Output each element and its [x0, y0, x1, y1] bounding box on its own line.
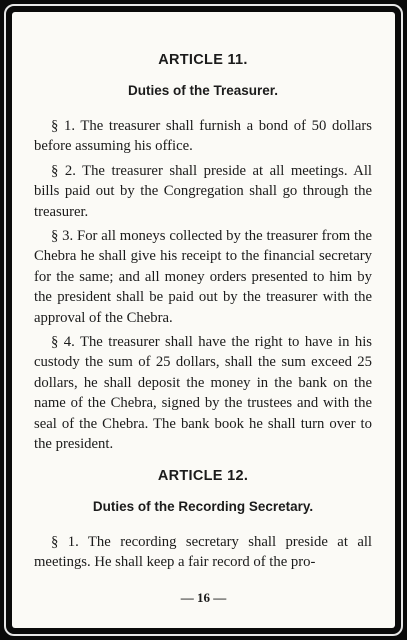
article-spacer: [34, 459, 372, 466]
article-11-section-3: § 3. For all moneys collected by the treasurer from the Chebra he shall give his receipt to the financial secretary for the same; and all money orders presented to him by the president shall be paid out by the treasurer with the approval of the Chebra.: [34, 228, 372, 326]
document-page: [12, 12, 395, 628]
article-11-section-4: § 4. The treasurer shall have the right to have in his custody the sum of 25 dollars, shall the sum exceed 25 dollars, he shall deposit the money in the bank on the name of the Chebra, signed by the trustees and with the seal of the Chebra. The bank book he shall turn over to the president.: [34, 334, 372, 453]
article-12-title: ARTICLE 12.: [157, 467, 249, 484]
page-number: — 16 —: [180, 589, 227, 605]
article-12-subtitle: Duties of the Recording Secretary.: [92, 498, 314, 514]
article-12-section-1: § 1. The recording secretary shall preside at all meetings. He shall keep a fair record of the pro-: [34, 533, 372, 570]
article-11-section-1: § 1. The treasurer shall furnish a bond of 50 dollars before assuming his office.: [34, 118, 372, 155]
article-11-title: ARTICLE 11.: [158, 52, 248, 68]
article-11-section-2: § 2. The treasurer shall preside at all meetings. All bills paid out by the Congregation shall go through the treasurer.: [34, 162, 372, 220]
article-11-subtitle: Duties of the Treasurer.: [127, 83, 279, 98]
